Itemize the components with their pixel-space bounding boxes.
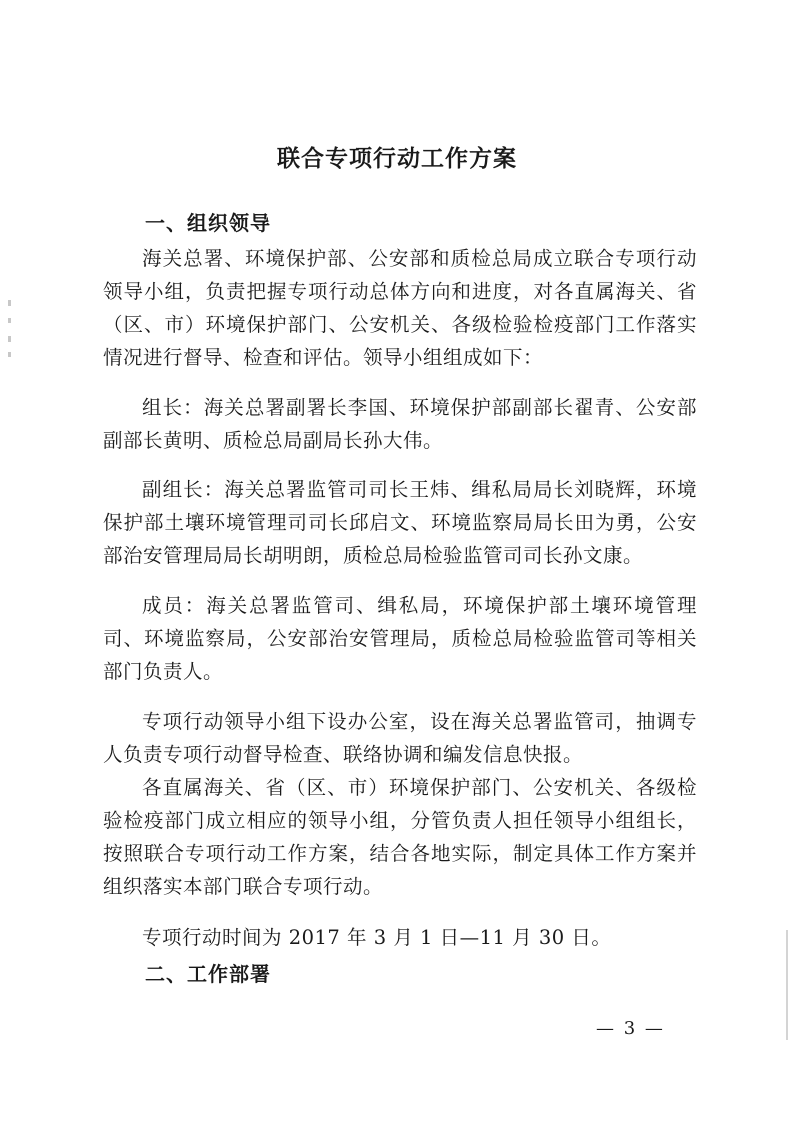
scan-artifact xyxy=(8,336,11,342)
section-heading-organization: 一、组织领导 xyxy=(145,211,271,235)
scan-artifact xyxy=(786,930,788,1040)
paragraph-group-leader: 组长：海关总署副署长李国、环境保护部副部长翟青、公安部副部长黄明、质检总局副局长孙大伟。 xyxy=(103,396,697,452)
paragraph-action-period: 专项行动时间为 2017 年 3 月 1 日—11 月 30 日。 xyxy=(142,926,612,949)
scan-artifact xyxy=(8,300,11,306)
paragraph-deputy-leader: 副组长：海关总署监管司司长王炜、缉私局局长刘晓辉，环境保护部土壤环境管理司司长邱启文、环境监察局局长田为勇，公安部治安管理局局长胡明朗，质检总局检验监管司司长孙文康。 xyxy=(103,478,697,567)
paragraph-local-groups: 各直属海关、省（区、市）环境保护部门、公安机关、各级检验检疫部门成立相应的领导小组，分管负责人担任领导小组组长，按照联合专项行动工作方案，结合各地实际，制定具体工作方案并组织落实本部门联合专项行动。 xyxy=(103,776,697,898)
document-title: 联合专项行动工作方案 xyxy=(277,145,517,172)
paragraph-leading-group: 海关总署、环境保护部、公安部和质检总局成立联合专项行动领导小组，负责把握专项行动总体方向和进度，对各直属海关、省（区、市）环境保护部门、公安机关、各级检验检疫部门工作落实情况进行督导、检查和评估。领导小组组成如下： xyxy=(103,247,697,369)
paragraph-members: 成员：海关总署监管司、缉私局，环境保护部土壤环境管理司、环境监察局，公安部治安管理局，质检总局检验监管司等相关部门负责人。 xyxy=(103,594,697,683)
page-number: — 3 — xyxy=(596,1018,665,1039)
paragraph-office: 专项行动领导小组下设办公室，设在海关总署监管司，抽调专人负责专项行动督导检查、联络协调和编发信息快报。 xyxy=(103,710,697,766)
section-heading-deployment: 二、工作部署 xyxy=(145,962,271,986)
scan-artifact xyxy=(8,318,11,323)
scan-artifact xyxy=(8,352,11,357)
